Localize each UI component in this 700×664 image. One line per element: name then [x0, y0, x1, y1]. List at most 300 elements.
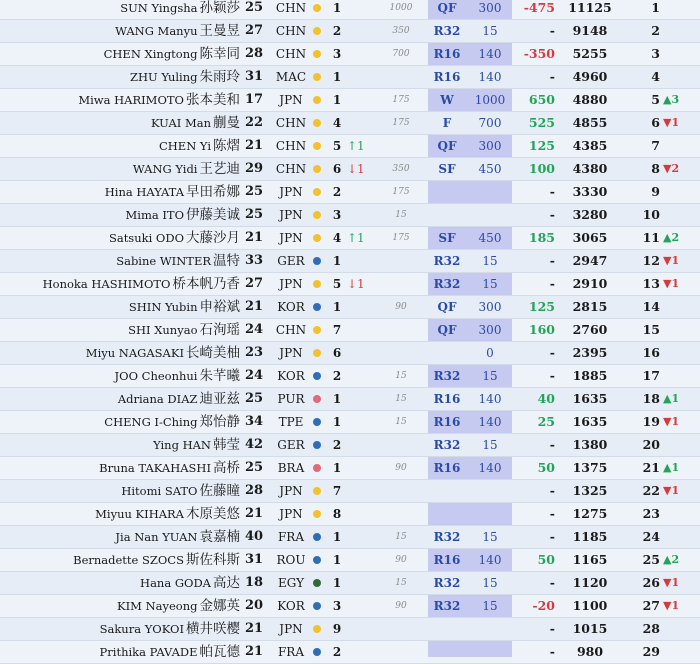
total-points-cell: 2760 [572, 322, 608, 337]
player-name-en: Sabine WINTER [116, 254, 211, 268]
total-points-cell: 3280 [572, 207, 608, 222]
table-row [0, 411, 700, 434]
player-name-cell [0, 0, 240, 19]
player-name-cn: 帕瓦德 [199, 644, 240, 660]
age-cell: 40 [244, 529, 264, 544]
age-cell: 23 [244, 345, 264, 360]
event-points-cell: 140 [478, 461, 502, 475]
previous-points-cell [380, 503, 422, 525]
event-points-cell: 0 [486, 346, 494, 360]
points-change-cell: - [549, 368, 555, 383]
nation-cell: CHN [275, 116, 307, 130]
table-row [0, 365, 700, 388]
national-rank-change: ↓1 [347, 162, 365, 176]
player-name-cell [0, 434, 240, 456]
total-points-cell: 1165 [572, 552, 608, 567]
player-name-cell [0, 158, 240, 180]
national-rank-cell: 1 [332, 254, 342, 268]
rank-movement-cell [663, 296, 693, 318]
event-points-cell: 140 [478, 553, 502, 567]
previous-points-cell: 15 [395, 371, 407, 381]
total-points-cell: 4960 [572, 69, 608, 84]
nation-cell: BRA [277, 461, 305, 475]
player-name-en: CHEN Xingtong [103, 47, 198, 61]
player-name-cell [0, 20, 240, 42]
table-row [0, 388, 700, 411]
player-name-en: KIM Nayeong [117, 599, 198, 613]
player-name-cn: 横井咲樱 [186, 621, 240, 637]
player-name-cn: 高桥 [213, 460, 240, 476]
player-name-cell [0, 319, 240, 341]
age-cell: 18 [244, 575, 264, 590]
continent-dot-icon [313, 188, 321, 196]
player-name-en: ZHU Yuling [130, 70, 198, 84]
previous-points-cell: 350 [392, 26, 410, 36]
rank-movement-cell [663, 181, 693, 203]
national-rank-cell: 9 [332, 622, 342, 636]
event-points-cell: 15 [482, 438, 498, 452]
table-row [0, 572, 700, 595]
player-name-cell [0, 503, 240, 525]
nation-cell: KOR [277, 599, 305, 613]
nation-cell: KOR [277, 369, 305, 383]
total-points-cell: 1120 [572, 575, 608, 590]
national-rank-change [347, 66, 367, 88]
national-rank-change [347, 204, 367, 226]
player-name-cell [0, 273, 240, 295]
national-rank-change [347, 342, 367, 364]
world-rank-cell: 13 [642, 276, 660, 291]
continent-dot-icon [313, 142, 321, 150]
total-points-cell: 3065 [572, 230, 608, 245]
national-rank-cell: 1 [332, 553, 342, 567]
national-rank-cell: 1 [332, 300, 342, 314]
player-name-cn: 温特 [213, 253, 240, 269]
total-points-cell: 4855 [572, 115, 608, 130]
player-name-en: Prithika PAVADE [99, 645, 198, 659]
player-name-cn: 张本美和 [186, 92, 240, 108]
total-points-cell: 1885 [572, 368, 608, 383]
previous-points-cell [380, 342, 422, 364]
age-cell: 25 [244, 391, 264, 406]
points-change-cell: - [549, 621, 555, 636]
player-name-cn: 朱雨玲 [199, 69, 240, 85]
table-row [0, 503, 700, 526]
world-rank-cell: 4 [651, 69, 660, 84]
event-points-cell [470, 618, 510, 640]
event-result-cell: R32 [433, 24, 461, 38]
player-name-en: CHENG I-Ching [104, 415, 198, 429]
previous-points-cell: 350 [392, 164, 410, 174]
nation-cell: CHN [275, 1, 307, 15]
points-change-cell: 125 [528, 138, 555, 153]
player-name-cn: 大藤沙月 [186, 230, 240, 246]
event-points-cell: 140 [478, 47, 502, 61]
national-rank-change [347, 43, 367, 65]
age-cell: 29 [244, 161, 264, 176]
event-points-cell: 140 [478, 415, 502, 429]
nation-cell: JPN [279, 93, 303, 107]
table-row [0, 480, 700, 503]
age-cell: 33 [244, 253, 264, 268]
world-rank-cell: 29 [642, 644, 660, 659]
continent-dot-icon [313, 441, 321, 449]
world-rank-cell: 12 [642, 253, 660, 268]
player-name-cell [0, 296, 240, 318]
nation-cell: JPN [279, 346, 303, 360]
continent-dot-icon [313, 533, 321, 541]
player-name-cell [0, 227, 240, 249]
player-name-en: Hana GODA [140, 576, 211, 590]
event-result-cell [430, 503, 464, 525]
national-rank-cell: 1 [332, 1, 342, 15]
event-points-cell: 450 [478, 231, 502, 245]
national-rank-change [347, 434, 367, 456]
previous-points-cell: 15 [395, 394, 407, 404]
national-rank-cell: 1 [332, 576, 342, 590]
points-change-cell: 100 [528, 161, 555, 176]
previous-points-cell: 175 [392, 233, 410, 243]
points-change-cell: -475 [523, 0, 555, 15]
player-name-cell [0, 618, 240, 640]
age-cell: 28 [244, 483, 264, 498]
total-points-cell: 1380 [572, 437, 608, 452]
age-cell: 21 [244, 506, 264, 521]
player-name-cell [0, 365, 240, 387]
table-row [0, 549, 700, 572]
points-change-cell: 50 [537, 552, 555, 567]
event-points-cell: 1000 [474, 93, 506, 107]
continent-dot-icon [313, 50, 321, 58]
event-result-cell: QF [437, 300, 457, 314]
national-rank-change [347, 89, 367, 111]
player-name-cn: 韩莹 [213, 437, 240, 453]
national-rank-change [347, 365, 367, 387]
rank-movement-cell [663, 365, 693, 387]
player-name-cn: 孙颖莎 [199, 0, 240, 16]
player-name-cell [0, 480, 240, 502]
player-name-en: SHIN Yubin [128, 300, 198, 314]
points-change-cell: - [549, 276, 555, 291]
points-change-cell: -350 [523, 46, 555, 61]
national-rank-cell: 1 [332, 93, 342, 107]
rank-movement-cell: ▲3 [663, 93, 680, 106]
table-row [0, 227, 700, 250]
event-result-cell: R32 [433, 369, 461, 383]
event-points-cell: 15 [482, 254, 498, 268]
age-cell: 21 [244, 644, 264, 659]
player-name-cn: 石洵瑶 [199, 322, 240, 338]
age-cell: 27 [244, 23, 264, 38]
table-row [0, 135, 700, 158]
world-rank-cell: 6 [651, 115, 660, 130]
table-row [0, 66, 700, 89]
rank-movement-cell: ▲2 [663, 231, 680, 244]
world-rank-cell: 3 [651, 46, 660, 61]
points-change-cell: - [549, 437, 555, 452]
player-name-en: Ying HAN [153, 438, 211, 452]
world-rank-cell: 21 [642, 460, 660, 475]
total-points-cell: 9148 [572, 23, 608, 38]
previous-points-cell [380, 618, 422, 640]
table-row [0, 43, 700, 66]
points-change-cell: - [549, 69, 555, 84]
continent-dot-icon [313, 280, 321, 288]
points-change-cell: 50 [537, 460, 555, 475]
age-cell: 25 [244, 460, 264, 475]
player-name-cell [0, 89, 240, 111]
event-result-cell: R16 [433, 392, 461, 406]
player-name-en: CHEN Yi [158, 139, 211, 153]
world-rank-cell: 7 [651, 138, 660, 153]
total-points-cell: 11125 [568, 0, 612, 15]
national-rank-change [347, 411, 367, 433]
nation-cell: FRA [277, 645, 305, 659]
player-name-en: WANG Yidi [132, 162, 198, 176]
national-rank-cell: 3 [332, 47, 342, 61]
nation-cell: JPN [279, 507, 303, 521]
total-points-cell: 1635 [572, 391, 608, 406]
nation-cell: MAC [275, 70, 307, 84]
world-rank-cell: 5 [651, 92, 660, 107]
nation-cell: JPN [279, 185, 303, 199]
rank-movement-cell [663, 342, 693, 364]
continent-dot-icon [313, 165, 321, 173]
player-name-en: SUN Yingsha [120, 1, 198, 15]
rank-movement-cell [663, 204, 693, 226]
national-rank-cell: 4 [332, 231, 342, 245]
points-change-cell: 25 [537, 414, 555, 429]
national-rank-cell: 8 [332, 507, 342, 521]
player-name-en: SHI Xunyao [128, 323, 198, 337]
points-change-cell: - [549, 184, 555, 199]
continent-dot-icon [313, 625, 321, 633]
table-row [0, 342, 700, 365]
national-rank-change [347, 181, 367, 203]
continent-dot-icon [313, 326, 321, 334]
world-rank-cell: 25 [642, 552, 660, 567]
total-points-cell: 1325 [572, 483, 608, 498]
age-cell: 25 [244, 184, 264, 199]
event-result-cell [430, 204, 464, 226]
national-rank-cell: 7 [332, 323, 342, 337]
national-rank-cell: 1 [332, 415, 342, 429]
world-rank-cell: 11 [642, 230, 660, 245]
age-cell: 31 [244, 552, 264, 567]
age-cell: 17 [244, 92, 264, 107]
rank-movement-cell [663, 20, 693, 42]
world-rank-cell: 23 [642, 506, 660, 521]
event-points-cell: 15 [482, 599, 498, 613]
player-name-cell [0, 549, 240, 571]
event-points-cell: 300 [478, 139, 502, 153]
player-name-cell [0, 43, 240, 65]
player-name-cell [0, 250, 240, 272]
world-rank-cell: 14 [642, 299, 660, 314]
national-rank-cell: 2 [332, 185, 342, 199]
world-rank-cell: 15 [642, 322, 660, 337]
rank-movement-cell: ▼1 [663, 576, 680, 589]
nation-cell: CHN [275, 323, 307, 337]
player-name-cn: 王艺迪 [199, 161, 240, 177]
national-rank-change [347, 112, 367, 134]
nation-cell: EGY [277, 576, 305, 590]
national-rank-cell: 4 [332, 116, 342, 130]
total-points-cell: 2910 [572, 276, 608, 291]
event-result-cell: QF [437, 1, 457, 15]
event-points-cell: 140 [478, 392, 502, 406]
event-result-cell: R32 [433, 277, 461, 291]
rank-movement-cell [663, 43, 693, 65]
event-result-cell: R32 [433, 599, 461, 613]
player-name-en: Satsuki ODO [108, 231, 184, 245]
event-result-cell: R16 [433, 553, 461, 567]
continent-dot-icon [313, 303, 321, 311]
player-name-cell [0, 411, 240, 433]
player-name-cn: 长崎美柚 [186, 345, 240, 361]
previous-points-cell: 15 [395, 417, 407, 427]
national-rank-cell: 5 [332, 139, 342, 153]
world-rank-cell: 17 [642, 368, 660, 383]
table-row [0, 89, 700, 112]
event-points-cell [470, 204, 510, 226]
previous-points-cell: 15 [395, 578, 407, 588]
previous-points-cell [380, 273, 422, 295]
event-result-cell: R16 [433, 415, 461, 429]
age-cell: 25 [244, 0, 264, 15]
event-result-cell [430, 181, 464, 203]
points-change-cell: - [549, 253, 555, 268]
previous-points-cell: 175 [392, 118, 410, 128]
continent-dot-icon [313, 464, 321, 472]
points-change-cell: 525 [528, 115, 555, 130]
total-points-cell: 1635 [572, 414, 608, 429]
age-cell: 21 [244, 621, 264, 636]
previous-points-cell [380, 319, 422, 341]
player-name-cell [0, 457, 240, 479]
player-name-cell [0, 181, 240, 203]
player-name-cell [0, 66, 240, 88]
national-rank-cell: 3 [332, 208, 342, 222]
player-name-en: Sakura YOKOI [99, 622, 184, 636]
rank-movement-cell [663, 618, 693, 640]
event-points-cell: 300 [478, 323, 502, 337]
event-result-cell: R16 [433, 47, 461, 61]
age-cell: 20 [244, 598, 264, 613]
player-name-en: WANG Manyu [115, 24, 198, 38]
continent-dot-icon [313, 487, 321, 495]
event-points-cell: 15 [482, 530, 498, 544]
national-rank-cell: 1 [332, 392, 342, 406]
player-name-cn: 金娜英 [199, 598, 240, 614]
world-rank-cell: 18 [642, 391, 660, 406]
previous-points-cell [380, 250, 422, 272]
national-rank-change [347, 250, 367, 272]
rank-movement-cell [663, 434, 693, 456]
continent-dot-icon [313, 349, 321, 357]
points-change-cell: - [549, 575, 555, 590]
world-rank-cell: 28 [642, 621, 660, 636]
player-name-cell [0, 388, 240, 410]
world-rank-cell: 1 [651, 0, 660, 15]
event-result-cell: R16 [433, 461, 461, 475]
continent-dot-icon [313, 257, 321, 265]
age-cell: 22 [244, 115, 264, 130]
continent-dot-icon [313, 73, 321, 81]
national-rank-change: ↑1 [347, 231, 365, 245]
event-result-cell: R32 [433, 530, 461, 544]
national-rank-change [347, 618, 367, 640]
total-points-cell: 1015 [572, 621, 608, 636]
points-change-cell: 160 [528, 322, 555, 337]
table-row [0, 112, 700, 135]
world-rank-cell: 22 [642, 483, 660, 498]
national-rank-change [347, 296, 367, 318]
player-name-cell [0, 572, 240, 594]
world-rank-cell: 8 [651, 161, 660, 176]
rank-movement-cell [663, 641, 693, 663]
rank-movement-cell: ▼1 [663, 277, 680, 290]
previous-points-cell [380, 66, 422, 88]
points-change-cell: - [549, 529, 555, 544]
continent-dot-icon [313, 395, 321, 403]
age-cell: 31 [244, 69, 264, 84]
event-result-cell: R32 [433, 576, 461, 590]
age-cell: 24 [244, 368, 264, 383]
continent-dot-icon [313, 27, 321, 35]
national-rank-change [347, 388, 367, 410]
points-change-cell: - [549, 483, 555, 498]
player-name-en: Adriana DIAZ [117, 392, 198, 406]
national-rank-cell: 2 [332, 438, 342, 452]
rank-movement-cell: ▼1 [663, 254, 680, 267]
age-cell: 24 [244, 322, 264, 337]
nation-cell: GER [277, 254, 305, 268]
table-row [0, 641, 700, 664]
event-points-cell: 300 [478, 300, 502, 314]
previous-points-cell: 90 [395, 555, 407, 565]
world-rank-cell: 16 [642, 345, 660, 360]
points-change-cell: - [549, 506, 555, 521]
event-result-cell [430, 480, 464, 502]
total-points-cell: 1185 [572, 529, 608, 544]
continent-dot-icon [313, 418, 321, 426]
event-result-cell: F [442, 116, 452, 130]
event-points-cell: 140 [478, 70, 502, 84]
table-row [0, 296, 700, 319]
nation-cell: CHN [275, 24, 307, 38]
previous-points-cell: 1000 [389, 3, 413, 13]
event-points-cell: 15 [482, 24, 498, 38]
national-rank-change [347, 572, 367, 594]
rank-movement-cell: ▼1 [663, 599, 680, 612]
total-points-cell: 4385 [572, 138, 608, 153]
continent-dot-icon [313, 96, 321, 104]
total-points-cell: 4380 [572, 161, 608, 176]
total-points-cell: 2815 [572, 299, 608, 314]
table-row [0, 20, 700, 43]
event-points-cell: 15 [482, 576, 498, 590]
nation-cell: FRA [277, 530, 305, 544]
nation-cell: JPN [279, 622, 303, 636]
event-result-cell: SF [438, 231, 456, 245]
total-points-cell: 980 [576, 644, 604, 659]
player-name-cell [0, 112, 240, 134]
table-row [0, 618, 700, 641]
event-result-cell: R16 [433, 70, 461, 84]
rank-movement-cell [663, 135, 693, 157]
total-points-cell: 1100 [572, 598, 608, 613]
